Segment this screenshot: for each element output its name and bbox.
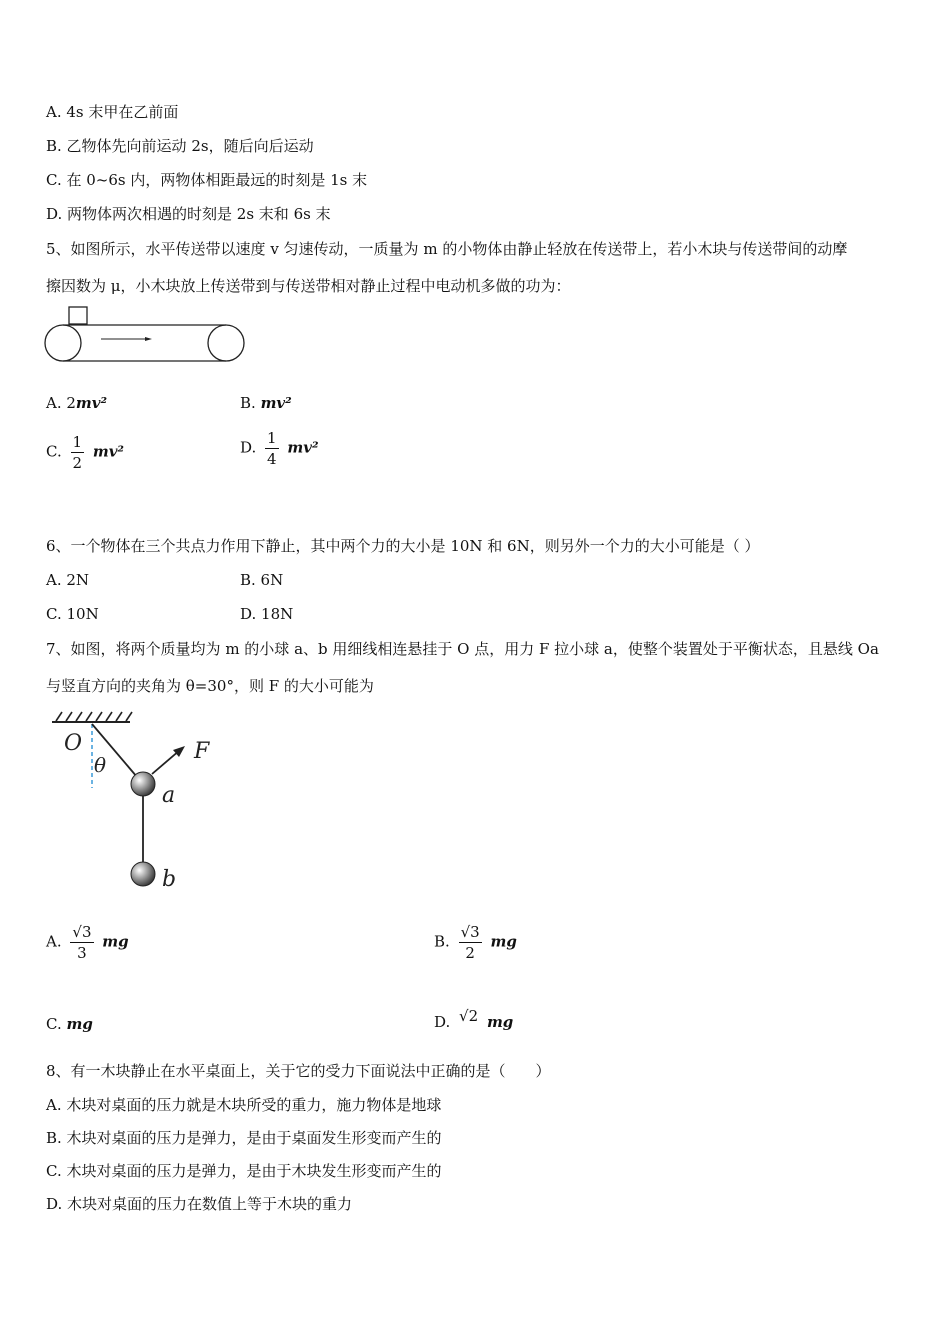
q8-option-a: A. 木块对桌面的压力就是木块所受的重力，施力物体是地球 [46,1096,442,1114]
arrow-head-icon [145,337,152,341]
q6-option-c: C. 10N [46,605,99,623]
q8-option-b: B. 木块对桌面的压力是弹力，是由于桌面发生形变而产生的 [46,1129,442,1147]
pendulum-diagram [46,708,226,898]
ball-a [131,772,155,796]
label-f: F [194,739,210,764]
label-a: a [162,783,176,808]
q7-option-a: A. $\frac{√3}{3}$ mg [46,923,129,962]
label-b: b [162,867,177,892]
q6-option-b: B. 6N [240,571,284,589]
q5-option-b: B. mv² [240,394,292,412]
q7-option-b: B. $\frac{√3}{2}$ mg [434,923,517,962]
conveyor-belt-diagram [44,304,248,364]
label-theta: θ [94,753,107,777]
q4-option-d: D. 两物体两次相遇的时刻是 2s 末和 6s 末 [46,205,331,223]
q5-option-a: A. 2mv² [46,394,108,412]
q6-option-a: A. 2N [46,571,90,589]
q7-option-d: D. √2 mg [434,1007,514,1031]
q7-option-c: C. mg [46,1015,93,1033]
block-shape [69,307,87,324]
left-pulley [45,325,81,361]
q4-option-b: B. 乙物体先向前运动 2s，随后向后运动 [46,137,314,155]
q5-option-c: C. $\frac{1}{2}$ mv² [46,433,124,472]
q5-stem-line1: 5、如图所示，水平传送带以速度 v 匀速传动，一质量为 m 的小物体由静止轻放在传送带上，若小木块与传送带间的动摩 [46,240,848,258]
force-arrow [152,750,180,774]
right-pulley [208,325,244,361]
q4-option-a: A. 4s 末甲在乙前面 [46,103,179,121]
q5-stem-line2: 擦因数为 μ，小木块放上传送带到与传送带相对静止过程中电动机多做的功为： [46,277,571,295]
q8-option-d: D. 木块对桌面的压力在数值上等于木块的重力 [46,1195,353,1213]
q7-stem-line2: 与竖直方向的夹角为 θ=30°，则 F 的大小可能为 [46,677,374,695]
q4-option-c: C. 在 0~6s 内，两物体相距最远的时刻是 1s 末 [46,171,368,189]
q6-stem: 6、一个物体在三个共点力作用下静止，其中两个力的大小是 10N 和 6N，则另外一个力的大小可能是（ ） [46,537,760,555]
q8-stem: 8、有一木块静止在水平桌面上，关于它的受力下面说法中正确的是（ ） [46,1062,551,1080]
sqrt2-value: √2 [459,1007,479,1025]
ceiling-hatching [56,712,132,721]
q8-option-c: C. 木块对桌面的压力是弹力，是由于木块发生形变而产生的 [46,1162,442,1180]
q7-stem-line1: 7、如图，将两个质量均为 m 的小球 a、b 用细线相连悬挂于 O 点，用力 F 拉小球 a，使整个装置处于平衡状态，且悬线 Oa [46,640,879,658]
q5-option-d: D. $\frac{1}{4}$ mv² [240,429,319,468]
ball-b [131,862,155,886]
label-o: O [64,731,83,756]
q6-option-d: D. 18N [240,605,294,623]
